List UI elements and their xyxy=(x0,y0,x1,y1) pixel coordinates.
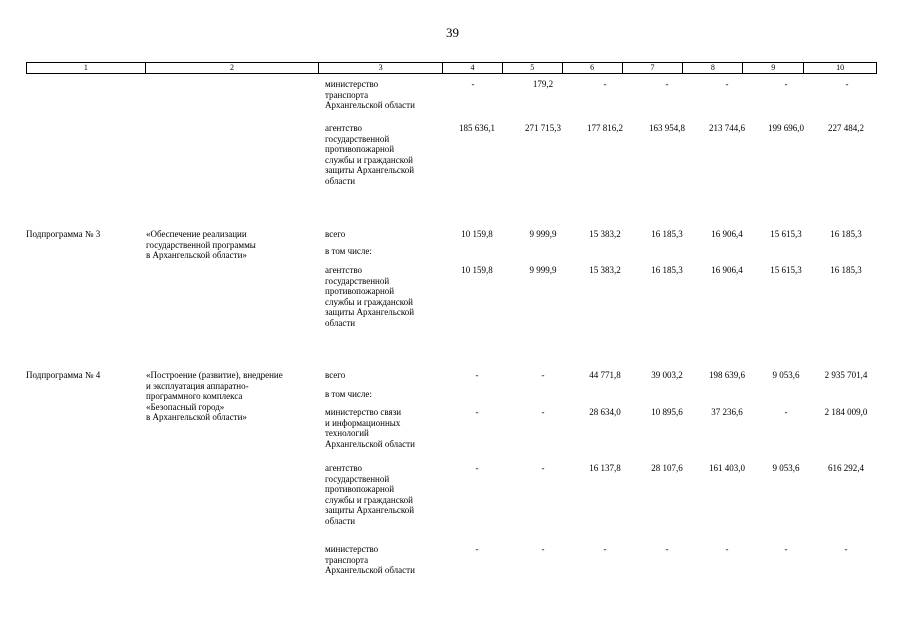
row-7-value-6: 28 634,0 xyxy=(589,407,621,417)
row-2-subprogram: Подпрограмма № 3 xyxy=(26,229,101,239)
table-header xyxy=(26,62,877,74)
header-cell-10: 10 xyxy=(836,63,845,72)
header-cell-5: 5 xyxy=(503,63,563,73)
row-5-value-6: 44 771,8 xyxy=(589,370,621,380)
row-5-value-9: 9 053,6 xyxy=(772,370,800,380)
row-8-value-7: 28 107,6 xyxy=(651,463,683,473)
row-0-value-6: - xyxy=(603,79,607,89)
row-8-value-8: 161 403,0 xyxy=(709,463,745,473)
row-4-value-6: 15 383,2 xyxy=(589,265,621,275)
row-3-recipient: в том числе: xyxy=(325,246,372,256)
row-8-value-9: 9 053,6 xyxy=(772,463,800,473)
row-8-recipient: агентство государственной противопожарной службы и гражданской защиты Архангельской области xyxy=(325,463,415,526)
row-5-value-10: 2 935 701,4 xyxy=(824,370,868,380)
row-9-value-10: - xyxy=(844,544,848,554)
row-7-value-10: 2 184 009,0 xyxy=(824,407,868,417)
row-5-value-4: - xyxy=(475,370,479,380)
row-7-value-4: - xyxy=(475,407,479,417)
row-1-value-9: 199 696,0 xyxy=(768,123,804,133)
row-2-value-5: 9 999,9 xyxy=(529,229,557,239)
row-2-value-4: 10 159,8 xyxy=(461,229,493,239)
row-4-value-9: 15 615,3 xyxy=(770,265,802,275)
row-8-value-10: 616 292,4 xyxy=(828,463,864,473)
row-4-value-7: 16 185,3 xyxy=(651,265,683,275)
row-7-value-7: 10 895,6 xyxy=(651,407,683,417)
row-1-value-4: 185 636,1 xyxy=(459,123,495,133)
header-cell-6: 6 xyxy=(563,63,623,73)
row-8-value-6: 16 137,8 xyxy=(589,463,621,473)
row-1-value-6: 177 816,2 xyxy=(587,123,623,133)
row-0-value-10: - xyxy=(845,79,849,89)
row-4-recipient: агентство государственной противопожарной службы и гражданской защиты Архангельской области xyxy=(325,265,415,328)
row-1-value-8: 213 744,6 xyxy=(709,123,745,133)
row-0-value-9: - xyxy=(784,79,788,89)
row-4-value-10: 16 185,3 xyxy=(830,265,862,275)
row-2-value-9: 15 615,3 xyxy=(770,229,802,239)
row-2-value-6: 15 383,2 xyxy=(589,229,621,239)
row-5-subprogram: Подпрограмма № 4 xyxy=(26,370,101,380)
row-1-value-5: 271 715,3 xyxy=(525,123,561,133)
row-9-value-5: - xyxy=(541,544,545,554)
row-5-value-7: 39 003,2 xyxy=(651,370,683,380)
row-5-value-5: - xyxy=(541,370,545,380)
row-2-value-8: 16 906,4 xyxy=(711,229,743,239)
row-0-value-5: 179,2 xyxy=(532,79,554,89)
row-1-recipient: агентство государственной противопожарной службы и гражданской защиты Архангельской области xyxy=(325,123,415,186)
row-4-value-4: 10 159,8 xyxy=(461,265,493,275)
row-7-value-5: - xyxy=(541,407,545,417)
row-2-value-10: 16 185,3 xyxy=(830,229,862,239)
row-5-value-8: 198 639,6 xyxy=(709,370,745,380)
header-cell-2: 2 xyxy=(146,63,320,73)
row-0-recipient: министерство транспорта Архангельской области xyxy=(325,79,415,110)
row-2-title: «Обеспечение реализации государственной программы в Архангельской области» xyxy=(146,229,256,260)
row-9-value-9: - xyxy=(784,544,788,554)
row-4-value-8: 16 906,4 xyxy=(711,265,743,275)
header-cell-3: 3 xyxy=(319,63,443,73)
row-2-value-7: 16 185,3 xyxy=(651,229,683,239)
row-2-recipient: всего xyxy=(325,229,346,239)
header-cell-7: 7 xyxy=(623,63,684,73)
header-cell-4: 4 xyxy=(443,63,503,73)
row-9-value-4: - xyxy=(475,544,479,554)
row-9-recipient: министерство транспорта Архангельской области xyxy=(325,544,415,575)
row-1-value-7: 163 954,8 xyxy=(649,123,685,133)
row-8-value-5: - xyxy=(541,463,545,473)
row-9-value-8: - xyxy=(725,544,729,554)
row-1-value-10: 227 484,2 xyxy=(828,123,864,133)
row-7-value-9: - xyxy=(784,407,788,417)
row-4-value-5: 9 999,9 xyxy=(529,265,557,275)
row-5-recipient: всего xyxy=(325,370,346,380)
row-0-value-7: - xyxy=(665,79,669,89)
row-9-value-6: - xyxy=(603,544,607,554)
row-0-value-8: - xyxy=(725,79,729,89)
row-8-value-4: - xyxy=(475,463,479,473)
row-6-recipient: в том числе: xyxy=(325,389,372,399)
row-7-value-8: 37 236,6 xyxy=(711,407,743,417)
page-number: 39 xyxy=(446,25,459,40)
header-cell-1: 1 xyxy=(27,63,146,73)
row-7-recipient: министерство связи и информационных технологий Архангельской области xyxy=(325,407,415,449)
row-5-title: «Построение (развитие), внедрение и эксплуатация аппаратно- программного комплекса «Безопасный город» в Архангельской области» xyxy=(146,370,283,422)
header-cell-9: 9 xyxy=(743,63,804,73)
row-9-value-7: - xyxy=(665,544,669,554)
row-0-value-4: - xyxy=(471,79,475,89)
header-cell-8: 8 xyxy=(683,63,743,73)
